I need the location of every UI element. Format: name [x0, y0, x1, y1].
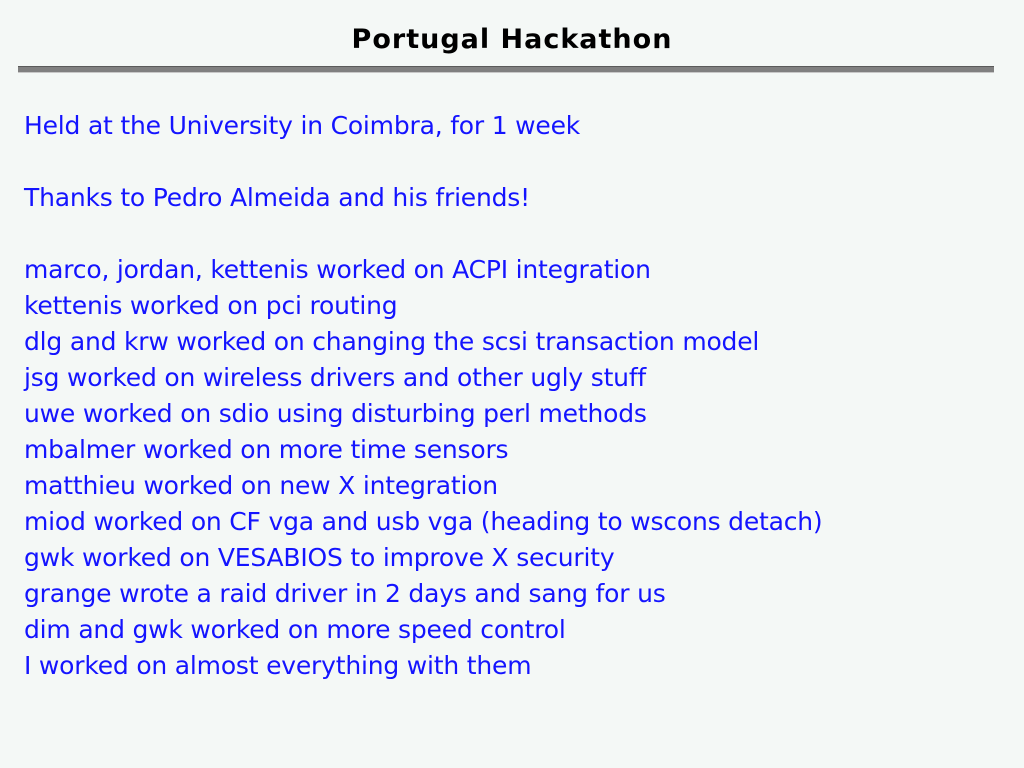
body-line: dim and gwk worked on more speed control: [24, 615, 566, 644]
page-title: Portugal Hackathon: [351, 24, 673, 55]
body-line: I worked on almost everything with them: [24, 651, 532, 680]
body-line: marco, jordan, kettenis worked on ACPI integration: [24, 255, 651, 284]
body-line: Held at the University in Coimbra, for 1 week: [24, 111, 581, 140]
body-line: gwk worked on VESABIOS to improve X security: [24, 543, 615, 572]
body-line: dlg and krw worked on changing the scsi transaction model: [24, 327, 760, 356]
body-line: mbalmer worked on more time sensors: [24, 435, 509, 464]
body-line: Thanks to Pedro Almeida and his friends!: [24, 183, 530, 212]
body-line-blank: [24, 216, 984, 252]
body-line: jsg worked on wireless drivers and other ugly stuff: [24, 363, 647, 392]
body-line: miod worked on CF vga and usb vga (heading to wscons detach): [24, 507, 823, 536]
body-line-blank: [24, 144, 984, 180]
body-line: kettenis worked on pci routing: [24, 291, 398, 320]
body-line: grange wrote a raid driver in 2 days and sang for us: [24, 579, 666, 608]
slide-body: [24, 108, 984, 684]
body-line: matthieu worked on new X integration: [24, 471, 498, 500]
title-divider: [18, 66, 994, 73]
body-line: uwe worked on sdio using disturbing perl methods: [24, 399, 647, 428]
